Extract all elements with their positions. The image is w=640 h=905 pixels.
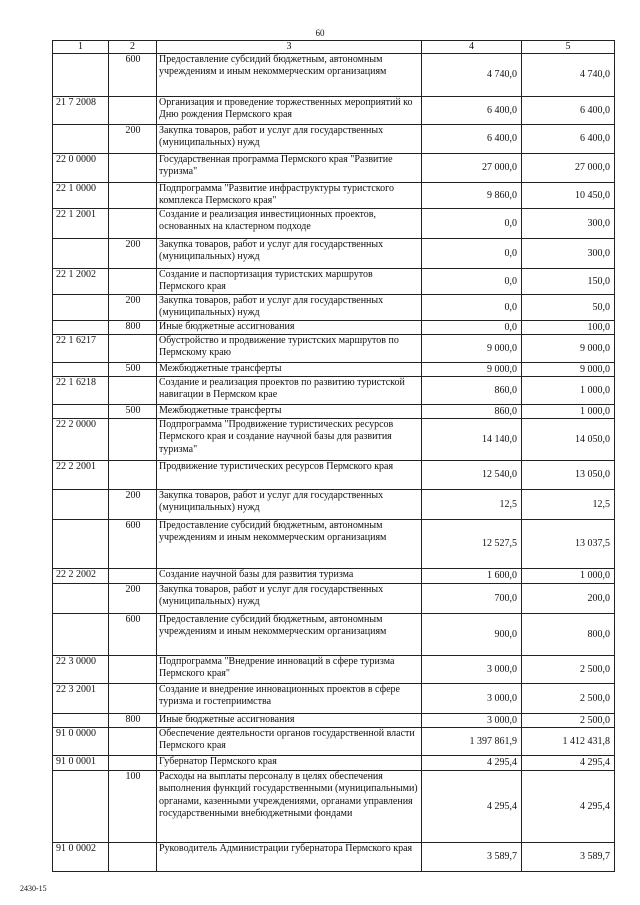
row-description: Организация и проведение торжественных мероприятий ко Дню рождения Пермского края [157,97,422,125]
row-amount-year1: 1 600,0 [422,569,522,584]
row-code [53,490,109,520]
row-amount-year1: 9 000,0 [422,335,522,363]
row-code: 22 2 2001 [53,461,109,490]
table-row [53,614,615,656]
row-expense-type [109,209,157,239]
row-expense-type [109,269,157,295]
row-code [53,321,109,335]
table-row [53,209,615,239]
row-amount-year2: 300,0 [522,239,615,269]
row-amount-year1: 4 740,0 [422,54,522,97]
row-amount-year1: 700,0 [422,584,522,614]
row-description: Создание и паспортизация туристских маршрутов Пермского края [157,269,422,295]
column-header: 2 [109,41,157,54]
row-amount-year1: 0,0 [422,209,522,239]
row-amount-year1: 0,0 [422,239,522,269]
row-description: Руководитель Администрации губернатора Пермского края [157,843,422,872]
row-code [53,125,109,154]
row-description: Предоставление субсидий бюджетным, автономным учреждениям и иным некоммерческим организациям [157,614,422,656]
row-amount-year2: 13 037,5 [522,520,615,569]
row-expense-type [109,843,157,872]
row-description: Создание и внедрение инновационных проектов в сфере туризма и гостеприимства [157,684,422,714]
row-expense-type [109,728,157,756]
row-description: Создание научной базы для развития туризма [157,569,422,584]
row-amount-year2: 4 295,4 [522,756,615,771]
table-row [53,756,615,771]
row-amount-year2: 150,0 [522,269,615,295]
row-amount-year2: 9 000,0 [522,363,615,377]
row-amount-year1: 1 397 861,9 [422,728,522,756]
row-amount-year2: 2 500,0 [522,714,615,728]
row-description: Продвижение туристических ресурсов Пермского края [157,461,422,490]
row-expense-type [109,461,157,490]
row-description: Обустройство и продвижение туристских маршрутов по Пермскому краю [157,335,422,363]
row-amount-year2: 300,0 [522,209,615,239]
table-row [53,843,615,872]
row-code [53,405,109,419]
column-header: 5 [522,41,615,54]
row-expense-type: 500 [109,363,157,377]
row-amount-year2: 1 000,0 [522,377,615,405]
row-amount-year2: 9 000,0 [522,335,615,363]
row-code: 22 0 0000 [53,154,109,183]
row-amount-year1: 3 000,0 [422,714,522,728]
row-amount-year2: 800,0 [522,614,615,656]
row-code [53,771,109,843]
row-description: Иные бюджетные ассигнования [157,714,422,728]
row-description: Межбюджетные трансферты [157,405,422,419]
row-description: Подпрограмма "Внедрение инноваций в сфере туризма Пермского края" [157,656,422,684]
row-description: Подпрограмма "Развитие инфраструктуры туристского комплекса Пермского края" [157,183,422,209]
row-amount-year2: 2 500,0 [522,656,615,684]
table-row [53,154,615,183]
row-amount-year2: 1 412 431,8 [522,728,615,756]
row-description: Закупка товаров, работ и услуг для государственных (муниципальных) нужд [157,490,422,520]
table-row [53,405,615,419]
row-amount-year1: 14 140,0 [422,419,522,461]
row-amount-year2: 6 400,0 [522,125,615,154]
row-expense-type [109,335,157,363]
row-expense-type: 100 [109,771,157,843]
column-header: 4 [422,41,522,54]
table-row [53,584,615,614]
row-expense-type: 600 [109,614,157,656]
row-amount-year1: 3 000,0 [422,684,522,714]
row-amount-year1: 900,0 [422,614,522,656]
row-code [53,54,109,97]
row-expense-type: 600 [109,520,157,569]
row-code [53,714,109,728]
row-amount-year1: 12,5 [422,490,522,520]
row-description: Закупка товаров, работ и услуг для государственных (муниципальных) нужд [157,584,422,614]
row-description: Иные бюджетные ассигнования [157,321,422,335]
table-row [53,714,615,728]
column-header: 1 [53,41,109,54]
table-row [53,569,615,584]
row-code: 91 0 0001 [53,756,109,771]
row-description: Предоставление субсидий бюджетным, автономным учреждениям и иным некоммерческим организациям [157,520,422,569]
row-amount-year1: 3 589,7 [422,843,522,872]
row-expense-type: 200 [109,490,157,520]
row-amount-year2: 2 500,0 [522,684,615,714]
row-expense-type: 800 [109,714,157,728]
table-row [53,269,615,295]
row-amount-year1: 3 000,0 [422,656,522,684]
row-code: 22 3 0000 [53,656,109,684]
row-amount-year1: 4 295,4 [422,771,522,843]
row-description: Создание и реализация проектов по развитию туристской навигации в Пермском крае [157,377,422,405]
page-number: 60 [315,28,325,38]
row-amount-year1: 6 400,0 [422,125,522,154]
table-row [53,321,615,335]
row-description: Государственная программа Пермского края "Развитие туризма" [157,154,422,183]
row-expense-type: 500 [109,405,157,419]
row-code [53,614,109,656]
row-code [53,239,109,269]
table-row [53,125,615,154]
row-description: Закупка товаров, работ и услуг для государственных (муниципальных) нужд [157,295,422,321]
table-row [53,520,615,569]
row-description: Обеспечение деятельности органов государственной власти Пермского края [157,728,422,756]
row-amount-year2: 14 050,0 [522,419,615,461]
row-code: 91 0 0002 [53,843,109,872]
row-amount-year2: 4 740,0 [522,54,615,97]
row-amount-year2: 50,0 [522,295,615,321]
table-row [53,728,615,756]
table-row [53,490,615,520]
row-code: 21 7 2008 [53,97,109,125]
row-description: Губернатор Пермского края [157,756,422,771]
row-amount-year2: 200,0 [522,584,615,614]
table-row [53,295,615,321]
row-description: Расходы на выплаты персоналу в целях обеспечения выполнения функций государственными (муниципальными) органами, казенными учреждениями, органами управления государственными внебюджетными фондами [157,771,422,843]
table-row [53,377,615,405]
row-code [53,295,109,321]
row-amount-year1: 9 860,0 [422,183,522,209]
row-expense-type [109,656,157,684]
row-expense-type [109,154,157,183]
row-expense-type: 200 [109,125,157,154]
row-expense-type: 200 [109,295,157,321]
row-amount-year2: 1 000,0 [522,405,615,419]
row-expense-type: 200 [109,584,157,614]
row-amount-year1: 0,0 [422,321,522,335]
row-description: Закупка товаров, работ и услуг для государственных (муниципальных) нужд [157,125,422,154]
row-amount-year1: 0,0 [422,295,522,321]
row-code: 22 1 2002 [53,269,109,295]
table-row [53,656,615,684]
table-row [53,419,615,461]
row-amount-year2: 12,5 [522,490,615,520]
row-amount-year2: 3 589,7 [522,843,615,872]
row-expense-type [109,569,157,584]
row-expense-type [109,684,157,714]
row-code: 22 3 2001 [53,684,109,714]
table-row [53,461,615,490]
row-amount-year2: 10 450,0 [522,183,615,209]
row-description: Предоставление субсидий бюджетным, автономным учреждениям и иным некоммерческим организациям [157,54,422,97]
row-code: 22 1 0000 [53,183,109,209]
row-amount-year1: 12 540,0 [422,461,522,490]
row-expense-type [109,377,157,405]
table-row [53,97,615,125]
row-code: 22 2 2002 [53,569,109,584]
row-amount-year2: 4 295,4 [522,771,615,843]
row-description: Межбюджетные трансферты [157,363,422,377]
row-code: 22 2 0000 [53,419,109,461]
row-code [53,363,109,377]
row-code: 91 0 0000 [53,728,109,756]
column-number-row [53,41,615,54]
row-expense-type: 200 [109,239,157,269]
row-amount-year2: 100,0 [522,321,615,335]
row-expense-type [109,419,157,461]
row-amount-year1: 860,0 [422,405,522,419]
row-expense-type [109,97,157,125]
row-amount-year1: 12 527,5 [422,520,522,569]
row-expense-type [109,183,157,209]
row-expense-type [109,756,157,771]
row-amount-year1: 27 000,0 [422,154,522,183]
row-amount-year2: 27 000,0 [522,154,615,183]
row-code: 22 1 6217 [53,335,109,363]
row-code: 22 1 6218 [53,377,109,405]
row-amount-year2: 6 400,0 [522,97,615,125]
table-row [53,183,615,209]
budget-table [52,40,615,872]
row-amount-year2: 1 000,0 [522,569,615,584]
footer-code: 2430-15 [20,884,47,893]
row-expense-type: 800 [109,321,157,335]
row-expense-type: 600 [109,54,157,97]
column-header: 3 [157,41,422,54]
row-description: Закупка товаров, работ и услуг для государственных (муниципальных) нужд [157,239,422,269]
row-code [53,584,109,614]
table-row [53,771,615,843]
row-amount-year1: 9 000,0 [422,363,522,377]
row-amount-year2: 13 050,0 [522,461,615,490]
row-amount-year1: 4 295,4 [422,756,522,771]
table-row [53,335,615,363]
row-amount-year1: 0,0 [422,269,522,295]
row-description: Создание и реализация инвестиционных проектов, основанных на кластерном подходе [157,209,422,239]
table-row [53,684,615,714]
row-code [53,520,109,569]
row-description: Подпрограмма "Продвижение туристических ресурсов Пермского края и создание научной базы для развития туризма" [157,419,422,461]
table-row [53,239,615,269]
table-row [53,363,615,377]
table-row [53,54,615,97]
row-amount-year1: 6 400,0 [422,97,522,125]
row-code: 22 1 2001 [53,209,109,239]
row-amount-year1: 860,0 [422,377,522,405]
